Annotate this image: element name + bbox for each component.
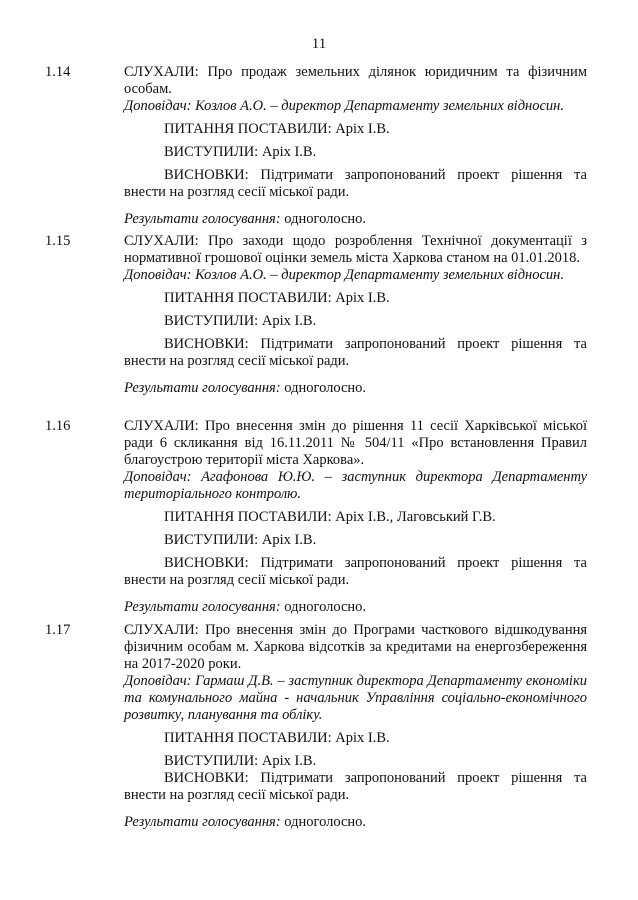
vote-paragraph	[124, 814, 587, 831]
item-number: 1.16	[45, 418, 71, 434]
conclusions-label: ВИСНОВКИ:	[164, 167, 249, 183]
spoke-paragraph	[124, 144, 587, 161]
speaker-paragraph	[124, 98, 587, 115]
item-number: 1.15	[45, 233, 71, 249]
spoke-text: Аріх І.В.	[261, 313, 317, 329]
conclusions-paragraph	[124, 555, 587, 589]
speaker-paragraph	[124, 673, 587, 724]
item-number: 1.14	[45, 64, 71, 80]
speaker-label: Доповідач:	[124, 673, 192, 689]
heard-label: СЛУХАЛИ:	[124, 418, 199, 434]
questions-paragraph	[124, 290, 587, 307]
speaker-text: Гармаш Д.В. – заступник директора Департаменту економіки та комунального майна - начальник Управління соціально-економічного розвитку, планування та обліку.	[124, 673, 587, 723]
questions-text: Аріх І.В., Лаговський Г.В.	[335, 509, 496, 525]
conclusions-label: ВИСНОВКИ:	[164, 770, 249, 786]
spoke-label: ВИСТУПИЛИ:	[164, 753, 259, 769]
vote-paragraph	[124, 211, 587, 228]
questions-text: Аріх І.В.	[335, 121, 390, 137]
spoke-paragraph	[124, 532, 587, 549]
vote-label: Результати голосування:	[124, 814, 281, 830]
vote-text: одноголосно.	[284, 599, 367, 615]
speaker-paragraph	[124, 267, 587, 284]
heard-paragraph	[124, 418, 587, 469]
conclusions-paragraph	[124, 336, 587, 370]
conclusions-text: Підтримати запропонований проект рішення та внести на розгляд сесії міської ради.	[124, 336, 587, 369]
spoke-text: Аріх І.В.	[261, 144, 317, 160]
conclusions-text: Підтримати запропонований проект рішення та внести на розгляд сесії міської ради.	[124, 770, 587, 803]
heard-text: Про продаж земельних ділянок юридичним та фізичним особам.	[124, 64, 587, 97]
heard-paragraph	[124, 622, 587, 673]
speaker-text: Козлов А.О. – директор Департаменту земельних відносин.	[195, 267, 564, 283]
vote-paragraph	[124, 380, 587, 397]
questions-paragraph	[124, 730, 587, 747]
item-body	[124, 418, 587, 616]
speaker-text: Козлов А.О. – директор Департаменту земельних відносин.	[195, 98, 564, 114]
vote-label: Результати голосування:	[124, 599, 281, 615]
heard-paragraph	[124, 64, 587, 98]
spoke-text: Аріх І.В.	[261, 753, 317, 769]
speaker-label: Доповідач:	[124, 267, 192, 283]
item-body	[124, 622, 587, 831]
spoke-paragraph	[124, 753, 587, 770]
item-number: 1.17	[45, 622, 71, 638]
heard-text: Про внесення змін до рішення 11 сесії Харківської міської ради 6 скликання від 16.11.2011 № 504/11 «Про встановлення Правил благоустрою території міста Харкова».	[124, 418, 587, 468]
speaker-label: Доповідач:	[124, 469, 192, 485]
vote-label: Результати голосування:	[124, 211, 281, 227]
questions-text: Аріх І.В.	[335, 290, 390, 306]
spoke-label: ВИСТУПИЛИ:	[164, 313, 259, 329]
questions-label: ПИТАННЯ ПОСТАВИЛИ:	[164, 290, 332, 306]
questions-paragraph	[124, 121, 587, 138]
conclusions-label: ВИСНОВКИ:	[164, 336, 249, 352]
heard-label: СЛУХАЛИ:	[124, 233, 199, 249]
spoke-paragraph	[124, 313, 587, 330]
questions-label: ПИТАННЯ ПОСТАВИЛИ:	[164, 121, 332, 137]
conclusions-paragraph	[124, 770, 587, 804]
questions-text: Аріх І.В.	[335, 730, 390, 746]
questions-paragraph	[124, 509, 587, 526]
heard-text: Про внесення змін до Програми часткового відшкодування фізичним особам м. Харкова відсотків за кредитами на енергозбереження на 2017-2020 роки.	[124, 622, 588, 672]
conclusions-paragraph	[124, 167, 587, 201]
questions-label: ПИТАННЯ ПОСТАВИЛИ:	[164, 730, 332, 746]
spoke-text: Аріх І.В.	[261, 532, 317, 548]
speaker-text: Агафонова Ю.Ю. – заступник директора Департаменту територіального контролю.	[124, 469, 588, 502]
item-body	[124, 64, 587, 228]
conclusions-label: ВИСНОВКИ:	[164, 555, 249, 571]
vote-text: одноголосно.	[284, 814, 367, 830]
conclusions-text: Підтримати запропонований проект рішення та внести на розгляд сесії міської ради.	[124, 555, 587, 588]
spoke-label: ВИСТУПИЛИ:	[164, 532, 259, 548]
vote-text: одноголосно.	[284, 380, 367, 396]
vote-paragraph	[124, 599, 587, 616]
speaker-label: Доповідач:	[124, 98, 192, 114]
heard-paragraph	[124, 233, 587, 267]
heard-label: СЛУХАЛИ:	[124, 64, 199, 80]
heard-text: Про заходи щодо розроблення Технічної документації з нормативної грошової оцінки земель міста Харкова станом на 01.01.2018.	[124, 233, 587, 266]
vote-label: Результати голосування:	[124, 380, 281, 396]
item-body	[124, 233, 587, 397]
spoke-label: ВИСТУПИЛИ:	[164, 144, 259, 160]
heard-label: СЛУХАЛИ:	[124, 622, 199, 638]
page-number: 11	[311, 36, 327, 52]
vote-text: одноголосно.	[284, 211, 367, 227]
speaker-paragraph	[124, 469, 587, 503]
conclusions-text: Підтримати запропонований проект рішення та внести на розгляд сесії міської ради.	[124, 167, 587, 200]
questions-label: ПИТАННЯ ПОСТАВИЛИ:	[164, 509, 332, 525]
